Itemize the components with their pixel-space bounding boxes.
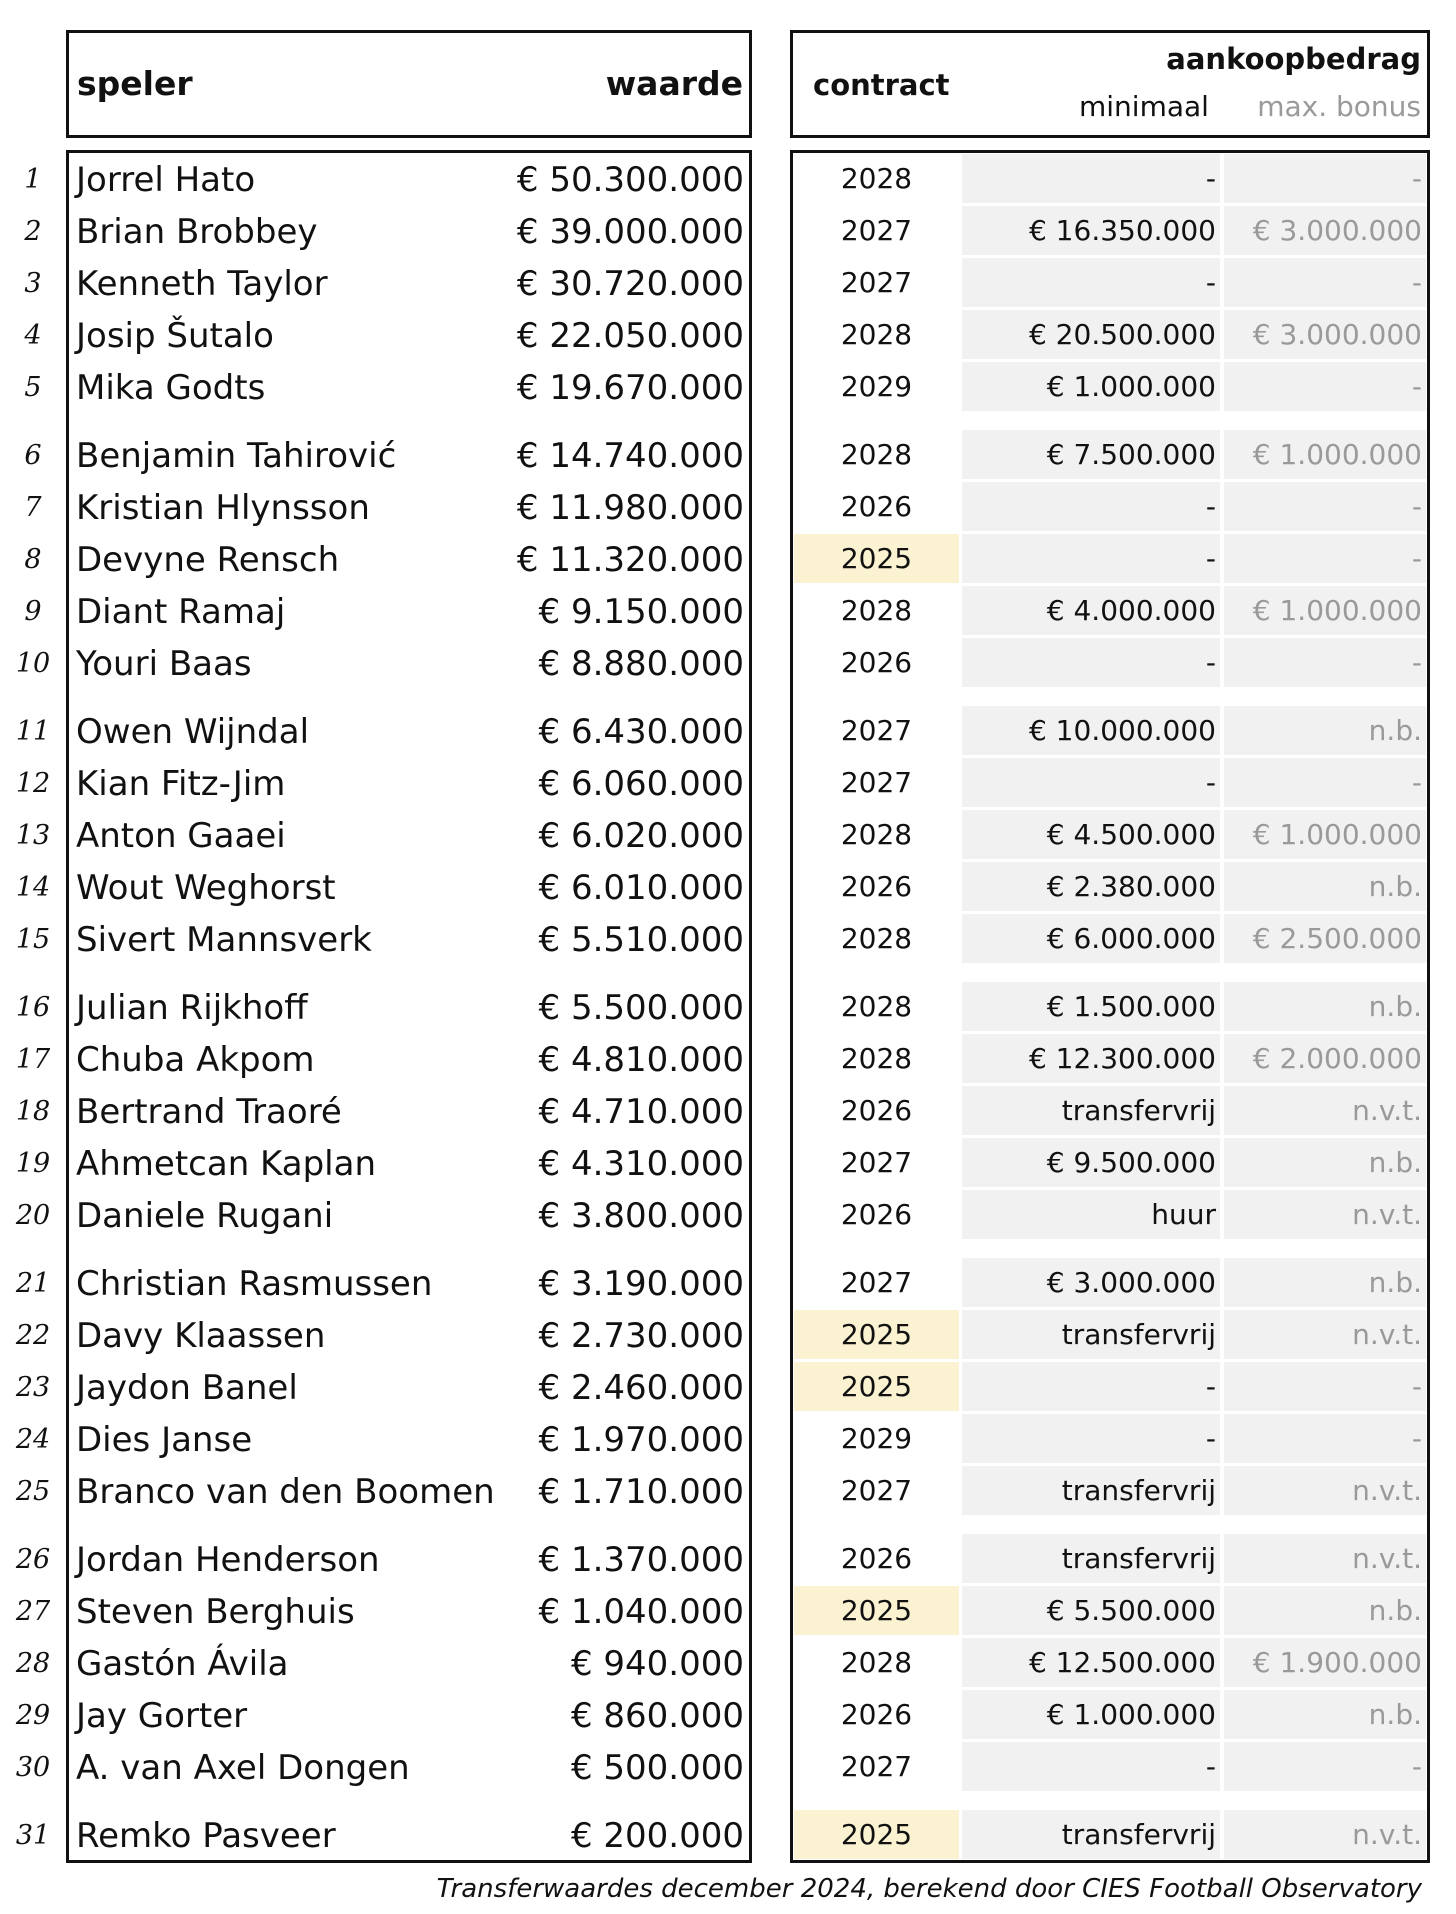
rank-number: 29 (15, 1700, 51, 1731)
rank-number: 28 (15, 1648, 51, 1679)
player-name: Owen Wijndal (76, 712, 310, 752)
player-value: € 2.730.000 (538, 1316, 744, 1356)
player-name: Jordan Henderson (76, 1540, 380, 1580)
minimum-amount: € 3.000.000 (962, 1258, 1220, 1307)
player-name: Gastón Ávila (76, 1644, 289, 1684)
player-value: € 8.880.000 (538, 644, 744, 684)
max-bonus-amount: n.b. (1224, 982, 1426, 1031)
contract-year: 2027 (840, 1474, 913, 1507)
player-value: € 11.980.000 (516, 488, 744, 528)
player-value: € 19.670.000 (516, 368, 744, 408)
max-bonus-amount: € 2.500.000 (1224, 914, 1426, 963)
contract-column-header: contract (813, 68, 950, 102)
minimum-amount: € 5.500.000 (962, 1586, 1220, 1635)
rank-number: 10 (15, 648, 51, 679)
player-value: € 1.040.000 (538, 1592, 744, 1632)
header-left-box (66, 30, 752, 138)
player-value: € 5.510.000 (538, 920, 744, 960)
player-value: € 4.810.000 (538, 1040, 744, 1080)
rank-number: 31 (15, 1820, 51, 1851)
max-bonus-amount: n.b. (1224, 706, 1426, 755)
rank-number: 26 (15, 1544, 51, 1575)
player-name: A. van Axel Dongen (76, 1748, 410, 1788)
player-name: Chuba Akpom (76, 1040, 315, 1080)
contract-year: 2027 (840, 714, 913, 747)
player-value: € 4.310.000 (538, 1144, 744, 1184)
minimum-amount: transfervrij (962, 1310, 1220, 1359)
rank-number: 2 (24, 216, 42, 247)
minimum-amount: transfervrij (962, 1466, 1220, 1515)
max-bonus-amount: € 1.000.000 (1224, 586, 1426, 635)
minimum-amount: - (962, 1414, 1220, 1463)
player-name: Davy Klaassen (76, 1316, 326, 1356)
minimum-amount: transfervrij (962, 1086, 1220, 1135)
contract-year: 2029 (840, 1422, 913, 1455)
rank-number: 6 (24, 440, 42, 471)
player-name: Kristian Hlynsson (76, 488, 370, 528)
max-bonus-amount: n.v.t. (1224, 1190, 1426, 1239)
player-name: Kian Fitz-Jim (76, 764, 286, 804)
rank-number: 1 (24, 164, 42, 195)
rank-number: 15 (15, 924, 51, 955)
contract-year: 2027 (840, 1266, 913, 1299)
max-bonus-column-header: max. bonus (1257, 90, 1421, 123)
player-value: € 6.020.000 (538, 816, 744, 856)
player-name: Diant Ramaj (76, 592, 286, 632)
rank-number: 19 (15, 1148, 51, 1179)
max-bonus-amount: n.b. (1224, 862, 1426, 911)
minimum-amount: € 12.300.000 (962, 1034, 1220, 1083)
rank-number: 3 (24, 268, 42, 299)
player-name: Jaydon Banel (76, 1368, 298, 1408)
player-value: € 6.010.000 (538, 868, 744, 908)
contract-year: 2027 (840, 766, 913, 799)
max-bonus-amount: - (1224, 1742, 1426, 1791)
minimum-amount: transfervrij (962, 1810, 1220, 1859)
max-bonus-amount: n.b. (1224, 1138, 1426, 1187)
purchase-amount-header: aankoopbedrag (1166, 42, 1421, 76)
footnote: Transferwaardes december 2024, berekend door CIES Football Observatory (436, 1874, 1422, 1904)
player-name: Steven Berghuis (76, 1592, 355, 1632)
rank-number: 14 (15, 872, 51, 903)
player-value: € 5.500.000 (538, 988, 744, 1028)
contract-year: 2029 (840, 370, 913, 403)
contract-year: 2028 (840, 318, 913, 351)
contract-year: 2028 (840, 438, 913, 471)
contract-year: 2028 (840, 922, 913, 955)
minimum-amount: € 2.380.000 (962, 862, 1220, 911)
player-value: € 860.000 (570, 1696, 744, 1736)
minimum-amount: - (962, 1362, 1220, 1411)
player-value: € 39.000.000 (516, 212, 744, 252)
player-name: Christian Rasmussen (76, 1264, 433, 1304)
minimum-amount: - (962, 1742, 1220, 1791)
player-value: € 14.740.000 (516, 436, 744, 476)
player-column-header: speler (77, 64, 193, 103)
max-bonus-amount: € 3.000.000 (1224, 310, 1426, 359)
contract-year: 2027 (840, 1146, 913, 1179)
max-bonus-amount: - (1224, 1362, 1426, 1411)
contract-year: 2025 (794, 1810, 959, 1859)
minimum-amount: € 4.500.000 (962, 810, 1220, 859)
contract-year: 2026 (840, 1698, 913, 1731)
rank-number: 21 (15, 1268, 51, 1299)
max-bonus-amount: n.v.t. (1224, 1534, 1426, 1583)
player-value: € 940.000 (570, 1644, 744, 1684)
contract-year: 2027 (840, 214, 913, 247)
rank-number: 18 (15, 1096, 51, 1127)
max-bonus-amount: n.v.t. (1224, 1086, 1426, 1135)
minimum-column-header: minimaal (1079, 90, 1209, 123)
max-bonus-amount: € 1.000.000 (1224, 430, 1426, 479)
player-name: Anton Gaaei (76, 816, 286, 856)
player-value: € 500.000 (570, 1748, 744, 1788)
minimum-amount: € 1.500.000 (962, 982, 1220, 1031)
max-bonus-amount: n.v.t. (1224, 1810, 1426, 1859)
contract-year: 2028 (840, 594, 913, 627)
player-value: € 1.370.000 (538, 1540, 744, 1580)
player-value: € 4.710.000 (538, 1092, 744, 1132)
header-right-box (790, 30, 1430, 138)
max-bonus-amount: € 1.900.000 (1224, 1638, 1426, 1687)
contract-year: 2026 (840, 646, 913, 679)
minimum-amount: € 9.500.000 (962, 1138, 1220, 1187)
minimum-amount: € 7.500.000 (962, 430, 1220, 479)
rank-number: 24 (15, 1424, 51, 1455)
contract-year: 2027 (840, 1750, 913, 1783)
rank-number: 8 (24, 544, 42, 575)
minimum-amount: € 10.000.000 (962, 706, 1220, 755)
max-bonus-amount: € 3.000.000 (1224, 206, 1426, 255)
player-name: Branco van den Boomen (76, 1472, 495, 1512)
max-bonus-amount: n.b. (1224, 1690, 1426, 1739)
contract-year: 2028 (840, 1042, 913, 1075)
minimum-amount: € 4.000.000 (962, 586, 1220, 635)
player-name: Mika Godts (76, 368, 266, 408)
max-bonus-amount: n.v.t. (1224, 1310, 1426, 1359)
minimum-amount: transfervrij (962, 1534, 1220, 1583)
rank-number: 5 (24, 372, 42, 403)
player-value: € 11.320.000 (516, 540, 744, 580)
rank-number: 25 (15, 1476, 51, 1507)
minimum-amount: - (962, 482, 1220, 531)
rank-number: 16 (15, 992, 51, 1023)
player-value: € 50.300.000 (516, 160, 744, 200)
player-name: Daniele Rugani (76, 1196, 334, 1236)
minimum-amount: € 16.350.000 (962, 206, 1220, 255)
contract-year: 2026 (840, 1094, 913, 1127)
rank-number: 17 (15, 1044, 51, 1075)
contract-year: 2028 (840, 818, 913, 851)
value-column-header: waarde (605, 64, 743, 103)
player-value: € 3.800.000 (538, 1196, 744, 1236)
player-value: € 3.190.000 (538, 1264, 744, 1304)
player-name: Wout Weghorst (76, 868, 336, 908)
max-bonus-amount: n.v.t. (1224, 1466, 1426, 1515)
max-bonus-amount: - (1224, 758, 1426, 807)
minimum-amount: € 12.500.000 (962, 1638, 1220, 1687)
player-value: € 22.050.000 (516, 316, 744, 356)
player-value: € 1.970.000 (538, 1420, 744, 1460)
rank-number: 11 (15, 716, 51, 747)
player-name: Remko Pasveer (76, 1816, 336, 1856)
contract-year: 2026 (840, 1198, 913, 1231)
contract-year: 2026 (840, 870, 913, 903)
rank-number: 27 (15, 1596, 51, 1627)
minimum-amount: € 1.000.000 (962, 362, 1220, 411)
minimum-amount: - (962, 638, 1220, 687)
player-value: € 9.150.000 (538, 592, 744, 632)
max-bonus-amount: n.b. (1224, 1586, 1426, 1635)
minimum-amount: € 20.500.000 (962, 310, 1220, 359)
player-name: Devyne Rensch (76, 540, 340, 580)
max-bonus-amount: € 2.000.000 (1224, 1034, 1426, 1083)
player-name: Brian Brobbey (76, 212, 318, 252)
max-bonus-amount: n.b. (1224, 1258, 1426, 1307)
rank-number: 9 (24, 596, 42, 627)
player-value: € 200.000 (570, 1816, 744, 1856)
contract-year: 2026 (840, 1542, 913, 1575)
minimum-amount: € 1.000.000 (962, 1690, 1220, 1739)
rank-number: 22 (15, 1320, 51, 1351)
contract-year: 2025 (794, 1362, 959, 1411)
player-name: Youri Baas (76, 644, 252, 684)
rank-number: 20 (15, 1200, 51, 1231)
rank-number: 13 (15, 820, 51, 851)
contract-year: 2027 (840, 266, 913, 299)
player-name: Julian Rijkhoff (76, 988, 308, 1028)
contract-year: 2028 (840, 162, 913, 195)
player-name: Jay Gorter (76, 1696, 248, 1736)
contract-year: 2025 (794, 534, 959, 583)
player-name: Benjamin Tahirović (76, 436, 397, 476)
player-name: Sivert Mannsverk (76, 920, 372, 960)
max-bonus-amount: - (1224, 362, 1426, 411)
max-bonus-amount: - (1224, 534, 1426, 583)
max-bonus-amount: € 1.000.000 (1224, 810, 1426, 859)
minimum-amount: - (962, 154, 1220, 203)
max-bonus-amount: - (1224, 1414, 1426, 1463)
rank-number: 30 (15, 1752, 51, 1783)
max-bonus-amount: - (1224, 638, 1426, 687)
minimum-amount: - (962, 258, 1220, 307)
player-value: € 2.460.000 (538, 1368, 744, 1408)
contract-year: 2028 (840, 990, 913, 1023)
minimum-amount: € 6.000.000 (962, 914, 1220, 963)
minimum-amount: - (962, 758, 1220, 807)
player-name: Bertrand Traoré (76, 1092, 342, 1132)
player-name: Josip Šutalo (76, 316, 274, 356)
contract-year: 2025 (794, 1586, 959, 1635)
player-value: € 30.720.000 (516, 264, 744, 304)
max-bonus-amount: - (1224, 482, 1426, 531)
contract-year: 2028 (840, 1646, 913, 1679)
player-name: Jorrel Hato (76, 160, 256, 200)
rank-number: 12 (15, 768, 51, 799)
player-value: € 6.060.000 (538, 764, 744, 804)
player-name: Ahmetcan Kaplan (76, 1144, 377, 1184)
minimum-amount: huur (962, 1190, 1220, 1239)
rank-number: 4 (24, 320, 42, 351)
rank-number: 23 (15, 1372, 51, 1403)
player-name: Dies Janse (76, 1420, 253, 1460)
player-name: Kenneth Taylor (76, 264, 328, 304)
contract-year: 2026 (840, 490, 913, 523)
minimum-amount: - (962, 534, 1220, 583)
player-value: € 6.430.000 (538, 712, 744, 752)
max-bonus-amount: - (1224, 258, 1426, 307)
contract-year: 2025 (794, 1310, 959, 1359)
player-value: € 1.710.000 (538, 1472, 744, 1512)
rank-number: 7 (24, 492, 42, 523)
max-bonus-amount: - (1224, 154, 1426, 203)
